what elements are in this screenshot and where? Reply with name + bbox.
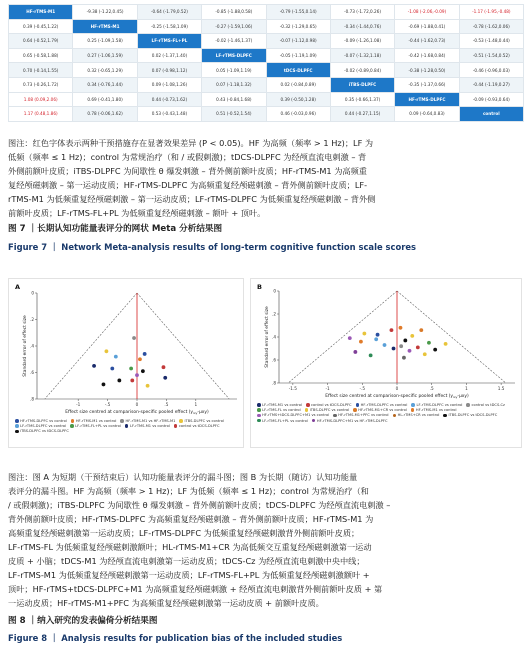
x-tick-label: -.5 <box>359 386 366 391</box>
league-cell: -0.34 (-1.44,0.76) <box>330 19 394 34</box>
data-point <box>402 356 406 360</box>
league-cell: -0.46 (-0.96,0.03) <box>459 63 523 78</box>
legend-swatch <box>306 403 310 407</box>
league-cell: 0.65 (-0.58,1.88) <box>9 48 73 63</box>
league-cell: 0.39 (-0.45,1.22) <box>9 19 73 34</box>
figure7-title-en: Figure 7 ｜ Network Meta-analysis results of long-term cognitive function scale scores <box>8 242 417 252</box>
data-point <box>392 347 396 351</box>
funnel-left-line <box>45 293 137 399</box>
league-row <box>9 19 524 34</box>
legend-swatch <box>257 414 261 418</box>
league-cell: 0.44 (-0.27,1.15) <box>330 107 394 122</box>
legend-swatch <box>466 403 470 407</box>
league-cell: 0.07 (-0.98,1.12) <box>137 63 201 78</box>
league-diagonal-cell: tDCS-DLPFC <box>266 63 330 78</box>
data-point <box>433 348 437 352</box>
league-cell: 0.43 (-0.84,1.68) <box>202 92 266 107</box>
funnel-panel-b <box>250 278 522 448</box>
data-point <box>444 342 448 346</box>
legend-label: LF-rTMS-DLPFC vs control <box>20 424 67 429</box>
league-cell: -0.51 (-1.54,0.52) <box>459 48 523 63</box>
x-tick-label: -1 <box>76 402 81 407</box>
league-cell: -0.79 (-1.55,0.14) <box>266 5 330 20</box>
legend-swatch <box>71 419 75 423</box>
y-tick-label: .6 <box>30 370 34 375</box>
x-axis-label-tail: -μxy) <box>457 394 469 399</box>
league-cell: -1.17 (-1.95,-0.48) <box>459 5 523 20</box>
league-cell: -0.07 (-1.32,1.18) <box>330 48 394 63</box>
caption-line: 背外侧前额叶皮质；HF-rTMS-DLPFC 为高频重复经颅磁刺激 – 背外侧前额叶皮质；HF-rTMS-M1 为 <box>8 514 374 524</box>
y-tick-label: .4 <box>30 343 34 349</box>
legend-swatch <box>174 424 178 428</box>
league-cell: -0.05 (-1.19,1.09) <box>266 48 330 63</box>
legend-label: control vs tDCS-Cz <box>471 403 505 407</box>
data-point <box>353 350 357 354</box>
legend-label: HF-rTMS-DLPFC+M1 vs HF-rTMS-DLPFC <box>316 418 388 423</box>
legend-swatch <box>257 408 261 412</box>
x-tick-label: -1.5 <box>288 386 297 391</box>
data-point <box>114 355 118 359</box>
league-cell: 0.35 (-0.66,1.37) <box>330 92 394 107</box>
legend-label: control vs tDCS-DLPFC <box>178 424 220 429</box>
legend-label: HF-rTMS-M1 vs HF-rTMS-M1 <box>125 419 176 423</box>
league-cell: 0.32 (-0.65,1.29) <box>73 63 137 78</box>
league-diagonal-cell: HF-rTMS-M1 <box>73 19 137 34</box>
league-cell: 0.64 (-0.52,1.79) <box>9 34 73 49</box>
league-cell: -1.08 (-2.06,-0.09) <box>395 5 459 20</box>
caption-line: 皮质 + 小脑；tDCS-M1 为经颅直流电刺激第一运动皮质；tDCS-Cz 为经颅直流电刺激中央中线； <box>8 556 365 566</box>
data-point <box>132 336 136 340</box>
legend-swatch <box>411 403 415 407</box>
x-tick-label: 0 <box>135 402 139 407</box>
caption-line: 图注：红色字体表示两种干预措施存在显著效果差异 (P < 0.05)。HF 为高频（频率 > 1 Hz)；LF 为 <box>8 138 374 148</box>
legend-label: HF-rTMS-M1 vs control <box>75 419 117 423</box>
legend-label: iTBS-DLPFC vs control <box>184 419 224 423</box>
league-cell: 0.02 (-1.37,1.40) <box>137 48 201 63</box>
league-cell: 1.08 (0.09,2.06) <box>9 92 73 107</box>
legend-label: HF-rTMS-DLPFC vs control <box>20 419 67 423</box>
league-cell: 0.53 (-0.43,1.48) <box>137 107 201 122</box>
y-tick-label: .8 <box>272 380 276 386</box>
league-diagonal-cell: iTBS-DLPFC <box>330 77 394 92</box>
legend-label: LF-rTMS-DLPFC vs control <box>416 403 463 407</box>
league-cell: 0.78 (-0.06,1.62) <box>73 107 137 122</box>
legend-b <box>257 403 519 424</box>
legend-swatch <box>333 414 337 418</box>
legend-label: HF-rTMS-DLPFC vs control <box>360 403 408 407</box>
legend-swatch <box>411 408 415 412</box>
league-cell: 1.17 (0.48,1.86) <box>9 107 73 122</box>
legend-item <box>466 403 505 408</box>
caption-line: 低频（频率 ≤ 1 Hz)；control 为常规治疗（和 / 或假刺激)；tDCS-DLPFC 为经颅直流电刺激 – 背 <box>8 152 367 162</box>
league-cell: -0.09 (-1.26,1.08) <box>330 34 394 49</box>
legend-label: HF-rTMS-M1 vs control <box>415 408 457 413</box>
legend-item <box>174 424 220 429</box>
y-tick-label: 0 <box>31 290 34 296</box>
data-point <box>376 333 380 337</box>
legend-label: control vs tDCS-DLPFC <box>311 403 352 407</box>
caption-line: 表评分的漏斗图。HF 为高频（频率 > 1 Hz)；LF 为低频（频率 ≤ 1 Hz)；control 为常规治疗（和 <box>8 486 369 496</box>
x-tick-label: 0 <box>395 386 399 391</box>
figure7-title-cn: 图 7 ｜长期认知功能量表评分的网状 Meta 分析结果图 <box>8 224 223 234</box>
legend-swatch <box>353 408 357 412</box>
league-cell: -0.25 (-1.58,1.09) <box>137 19 201 34</box>
league-row <box>9 48 524 63</box>
legend-item <box>125 424 170 429</box>
caption-line: 外侧前额叶皮质；iTBS-DLPFC 为间歇性 θ 爆发刺激 – 背外侧前额叶皮质；HF-rTMS-M1 为高频重 <box>8 166 367 176</box>
data-point <box>348 336 352 340</box>
x-tick-label: -.5 <box>104 402 111 407</box>
panel-label: B <box>257 283 262 291</box>
legend-swatch <box>257 403 261 407</box>
league-row <box>9 92 524 107</box>
x-tick-label: 1 <box>194 402 198 407</box>
legend-label: iTBS-DLPFC vs tDCS-DLPFC <box>20 429 69 434</box>
league-cell: -0.42 (-1.68,0.84) <box>395 48 459 63</box>
league-diagonal-cell: control <box>459 107 523 122</box>
legend-swatch <box>15 424 19 428</box>
league-table <box>8 4 524 122</box>
league-row <box>9 5 524 20</box>
figure8-title-cn: 图 8 ｜纳入研究的发表偏倚分析结果图 <box>8 616 158 626</box>
legend-item <box>443 413 497 418</box>
legend-item <box>15 429 69 434</box>
league-cell: 0.09 (-0.64,0.83) <box>395 107 459 122</box>
figure7-caption <box>8 136 522 220</box>
caption-line: 顶叶；HF-rTMS+tDCS-DLPFC+M1 为高频重复经颅磁刺激 + 经颅直流电刺激背外侧前额叶皮质 + 第 <box>8 584 383 594</box>
data-point <box>141 369 145 373</box>
caption-line: 前额叶皮质；LF-rTMS-FL+PL 为低频重复经颅磁刺激 – 额叶 + 顶叶。 <box>8 208 266 218</box>
y-tick-label: .2 <box>30 317 34 322</box>
x-axis-label-sub: ixy <box>193 411 198 415</box>
data-point <box>374 337 378 341</box>
caption-line: 一运动皮质；HF-rTMS-M1+PFC 为高频重复经颅磁刺激第一运动皮质 + 前额叶皮质。 <box>8 598 324 608</box>
legend-a <box>15 419 241 435</box>
league-row <box>9 107 524 122</box>
legend-item <box>70 424 121 429</box>
data-point <box>399 326 403 330</box>
legend-label: LF-rTMS-FL+PL vs control <box>75 424 121 429</box>
legend-item <box>393 413 440 418</box>
league-row <box>9 63 524 78</box>
legend-label: HF-rTMS-M1+PFC vs control <box>338 413 389 418</box>
data-point <box>383 343 387 347</box>
league-diagonal-cell: LF-rTMS-FL+PL <box>137 34 201 49</box>
caption-line: LF-rTMS-M1 为低频重复经颅磁刺激第一运动皮质；LF-rTMS-FL+PL 为低频重复经颅磁刺激额叶 + <box>8 570 370 580</box>
x-tick-label: 1.5 <box>497 386 505 391</box>
league-cell: -0.69 (-1.88,0.41) <box>395 19 459 34</box>
league-cell: -0.44 (-1.62,0.73) <box>395 34 459 49</box>
league-cell: -0.27 (-1.59,1.06) <box>202 19 266 34</box>
legend-label: LF-rTMS-M1 vs control <box>262 403 302 407</box>
league-cell: 0.02 (-0.84,0.89) <box>266 77 330 92</box>
legend-item <box>312 419 388 424</box>
league-cell: 0.27 (-1.06,1.59) <box>73 48 137 63</box>
data-point <box>92 364 96 368</box>
league-cell: 0.51 (-0.52,1.54) <box>202 107 266 122</box>
league-row <box>9 77 524 92</box>
data-point <box>416 345 420 349</box>
data-point <box>427 341 431 345</box>
x-axis-label-sub: ixy <box>453 395 458 399</box>
x-axis-label-main: Effect size centred at comparison-specific pooled effect (y <box>65 410 194 415</box>
legend-swatch <box>15 430 19 434</box>
data-point <box>129 367 133 371</box>
figure8-title-en: Figure 8 ｜ Analysis results for publication bias of the included studies <box>8 633 343 643</box>
x-tick-label: .5 <box>429 386 434 391</box>
league-cell: 0.07 (-1.18,1.32) <box>202 77 266 92</box>
legend-swatch <box>305 408 309 412</box>
legend-swatch <box>257 419 261 423</box>
league-cell: -0.64 (-1.79,0.52) <box>137 5 201 20</box>
data-point <box>146 384 150 388</box>
league-row <box>9 34 524 49</box>
league-cell: -0.09 (-0.93,0.64) <box>459 92 523 107</box>
data-point <box>138 357 142 361</box>
legend-label: LF-rTMS-FL+PL vs control <box>262 418 308 423</box>
caption-line: 图注：图 A 为短期（干预结束后）认知功能量表评分的漏斗图；图 B 为长期（随访）认知功能量 <box>8 472 358 482</box>
panel-label: A <box>15 283 21 291</box>
league-cell: -0.53 (-1.48,0.44) <box>459 34 523 49</box>
league-cell: -0.78 (-1.62,0.06) <box>459 19 523 34</box>
x-axis-label-tail: -μxy) <box>197 410 209 415</box>
x-tick-label: .5 <box>164 402 169 407</box>
league-cell: 0.73 (-0.26,1.72) <box>9 77 73 92</box>
legend-swatch <box>179 419 183 423</box>
data-point <box>162 365 166 369</box>
legend-swatch <box>70 424 74 428</box>
legend-label: LF-rTMS-FL vs control <box>262 408 301 413</box>
legend-swatch <box>120 419 124 423</box>
data-point <box>419 328 423 332</box>
y-tick-label: .2 <box>272 311 276 317</box>
data-point <box>143 352 147 356</box>
funnel-left-line <box>288 291 397 383</box>
x-tick-label: 1 <box>465 386 468 391</box>
x-tick-label: -1 <box>325 386 330 391</box>
data-point <box>403 339 407 343</box>
legend-swatch <box>443 414 447 418</box>
data-point <box>163 376 167 380</box>
legend-swatch <box>312 419 316 423</box>
y-tick-label: .8 <box>30 396 34 402</box>
funnel-plot-a <box>9 279 245 421</box>
legend-label: HF-rTMS-M1+CR vs control <box>358 408 407 413</box>
data-point <box>135 373 139 377</box>
x-axis-label <box>65 409 209 415</box>
legend-swatch <box>125 424 129 428</box>
caption-line: 复经颅磁刺激 – 第一运动皮质；HF-rTMS-DLPFC 为高频重复经颅磁刺激 – 背外侧前额叶皮质；LF- <box>8 180 368 190</box>
league-cell: -0.38 (-1.28,0.50) <box>395 63 459 78</box>
league-cell: 0.69 (-0.41,1.80) <box>73 92 137 107</box>
funnel-plot-b <box>251 279 523 405</box>
league-cell: -0.44 (-1.19,0.27) <box>459 77 523 92</box>
league-cell: -0.32 (-1.29,0.65) <box>266 19 330 34</box>
data-point <box>102 383 106 387</box>
x-axis-label-main: Effect size centred at comparison-specific pooled effect (y <box>325 394 454 399</box>
caption-line: / 或假刺激)；iTBS-DLPFC 为间歇性 θ 爆发刺激 – 背外侧前额叶皮质；tDCS-DLPFC 为经颅直流电刺激 – <box>8 500 391 510</box>
league-cell: 0.39 (-0.50,1.28) <box>266 92 330 107</box>
league-cell: -0.02 (-1.46,1.37) <box>202 34 266 49</box>
league-cell: -9.38 (-1.22,0.45) <box>73 5 137 20</box>
y-axis-label: Standard error of effect size <box>23 315 28 377</box>
league-cell: -0.02 (-0.89,0.84) <box>330 63 394 78</box>
data-point <box>408 349 412 353</box>
league-cell: -0.73 (-1.72,0.26) <box>330 5 394 20</box>
league-cell: 0.46 (-0.03,0.96) <box>266 107 330 122</box>
figure8-caption <box>8 470 522 610</box>
data-point <box>110 367 114 371</box>
funnel-panel-a <box>8 278 244 448</box>
data-point <box>359 340 363 344</box>
data-point <box>423 352 427 356</box>
legend-label: iTBS-DLPFC vs tDCS-DLPFC <box>448 413 498 418</box>
league-cell: 0.25 (-1.09,1.58) <box>73 34 137 49</box>
caption-line: LF-rTMS-FL 为低频重复经颅磁刺激额叶；HL-rTMS-M1+CR 为高低频交互重复经颅磁刺激第一运动 <box>8 542 372 552</box>
league-cell: 0.34 (-0.76,1.44) <box>73 77 137 92</box>
data-point <box>369 354 373 358</box>
caption-line: rTMS-M1 为低频重复经颅磁刺激 – 第一运动皮质；LF-rTMS-DLPFC 为低频重复经颅磁刺激 – 背外侧 <box>8 194 376 204</box>
league-cell: 0.05 (-1.09,1.19) <box>202 63 266 78</box>
y-axis-label: Standard error of effect size <box>265 306 270 368</box>
funnel-right-line <box>137 293 229 399</box>
data-point <box>399 344 403 348</box>
data-point <box>390 328 394 332</box>
legend-label: LF-rTMS-M1 vs control <box>129 424 170 429</box>
y-tick-label: .4 <box>272 334 276 340</box>
league-cell: -0.07 (-1.12,0.98) <box>266 34 330 49</box>
data-point <box>130 379 134 383</box>
x-axis-label <box>325 393 469 399</box>
league-cell: -0.85 (-1.88,0.58) <box>202 5 266 20</box>
y-tick-label: .6 <box>272 357 276 363</box>
league-diagonal-cell: LF-rTMS-DLPFC <box>202 48 266 63</box>
legend-swatch <box>356 403 360 407</box>
data-point <box>105 349 109 353</box>
league-cell: 0.44 (-0.73,1.62) <box>137 92 201 107</box>
league-cell: 0.09 (-1.08,1.26) <box>137 77 201 92</box>
legend-label: HF-rTMS+tDCS-DLPFC+M1 vs control <box>262 413 330 418</box>
caption-line: 高频重复经颅磁刺激第一运动皮质；LF-rTMS-DLPFC 为低频重复经颅磁刺激背外侧前额叶皮质； <box>8 528 360 538</box>
league-cell: 0.70 (-0.14,1.55) <box>9 63 73 78</box>
data-point <box>117 379 121 383</box>
data-point <box>410 334 414 338</box>
legend-item <box>257 419 308 424</box>
legend-label: HL-rTMS+CR vs control <box>397 413 440 418</box>
legend-swatch <box>393 414 397 418</box>
y-tick-label: 0 <box>273 288 276 294</box>
league-diagonal-cell: HF-rTMS-DLPFC <box>395 92 459 107</box>
league-cell: -0.35 (-1.37,0.66) <box>395 77 459 92</box>
data-point <box>362 332 366 336</box>
legend-label: iTBS-DLPFC vs control <box>309 408 350 413</box>
legend-swatch <box>15 419 19 423</box>
league-diagonal-cell: HF-rTMS-M1 <box>9 5 73 20</box>
